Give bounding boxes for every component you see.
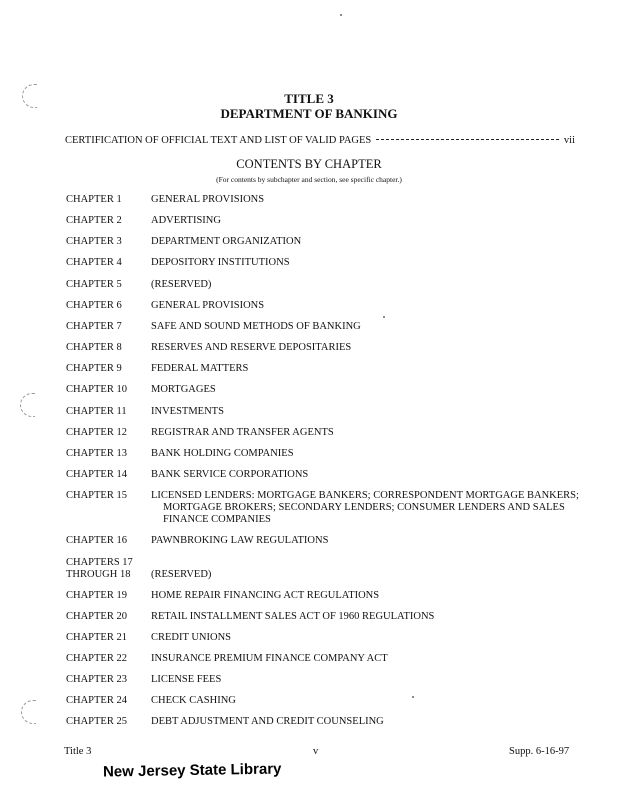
chapter-number	[66, 632, 150, 644]
chapter-number-line: CHAPTER 16	[66, 535, 127, 546]
chapter-title	[151, 363, 591, 375]
chapter-title	[151, 716, 591, 728]
chapter-title-line: HOME REPAIR FINANCING ACT REGULATIONS	[151, 590, 380, 601]
chapter-number-line: CHAPTER 10	[66, 384, 127, 395]
certification-label: CERTIFICATION OF OFFICIAL TEXT AND LIST OF VALID PAGES	[65, 135, 372, 146]
chapter-title	[151, 384, 591, 396]
title-name: DEPARTMENT OF BANKING	[220, 106, 398, 121]
chapter-title	[151, 535, 591, 547]
chapter-number-line: CHAPTER 2	[66, 215, 122, 226]
chapter-number	[66, 194, 150, 206]
certification-entry	[65, 135, 575, 146]
chapter-title-line: LICENSED LENDERS: MORTGAGE BANKERS; CORRESPONDENT MORTGAGE BANKERS;	[151, 490, 579, 501]
chapter-number	[66, 406, 150, 418]
scan-speck	[340, 14, 342, 16]
library-stamp: New Jersey State Library	[102, 760, 282, 781]
chapter-title-line: (RESERVED)	[151, 279, 212, 290]
chapter-title	[151, 215, 591, 227]
chapter-title-line: INSURANCE PREMIUM FINANCE COMPANY ACT	[151, 653, 388, 664]
punch-hole-mark	[20, 393, 35, 417]
chapter-number-line: CHAPTER 4	[66, 257, 122, 268]
chapter-title	[151, 695, 591, 707]
chapter-number-line: CHAPTER 11	[66, 406, 127, 417]
chapter-number-line: CHAPTER 13	[66, 448, 127, 459]
chapter-title-line: RETAIL INSTALLMENT SALES ACT OF 1960 REGULATIONS	[151, 611, 435, 622]
chapter-title	[151, 632, 591, 644]
chapter-title-line: BANK HOLDING COMPANIES	[151, 448, 294, 459]
contents-heading: CONTENTS BY CHAPTER	[236, 157, 382, 171]
chapter-number-line: CHAPTER 5	[66, 279, 122, 290]
chapter-number	[66, 363, 150, 375]
chapter-title-line: LICENSE FEES	[151, 674, 222, 685]
chapter-number	[66, 448, 150, 460]
chapter-title	[151, 279, 591, 291]
chapter-number-line: CHAPTER 15	[66, 490, 127, 501]
chapter-title	[151, 427, 591, 439]
chapter-number	[66, 653, 150, 665]
dot-leader	[376, 139, 559, 140]
chapter-title-line: INVESTMENTS	[151, 406, 224, 417]
chapter-number	[66, 342, 150, 354]
chapter-title-line: GENERAL PROVISIONS	[151, 194, 265, 205]
punch-hole-mark	[21, 700, 36, 724]
chapter-number	[66, 590, 150, 602]
chapter-title-line: RESERVES AND RESERVE DEPOSITARIES	[151, 342, 352, 353]
chapter-number-line: CHAPTER 19	[66, 590, 127, 601]
chapter-number-line: CHAPTER 6	[66, 300, 122, 311]
chapter-title	[151, 257, 591, 269]
chapter-title-line: ADVERTISING	[151, 215, 221, 226]
chapter-title-line: DEPOSITORY INSTITUTIONS	[151, 257, 290, 268]
chapter-number-line: CHAPTER 22	[66, 653, 127, 664]
chapter-number	[66, 716, 150, 728]
chapter-title	[151, 342, 591, 354]
chapter-number	[66, 611, 150, 623]
chapter-number-line: CHAPTER 24	[66, 695, 127, 706]
chapter-title-line: CREDIT UNIONS	[151, 632, 232, 643]
chapter-number-line: CHAPTER 1	[66, 194, 122, 205]
chapter-title-line: FEDERAL MATTERS	[151, 363, 249, 374]
chapter-title	[151, 321, 591, 333]
chapter-title	[151, 194, 591, 206]
scan-speck	[383, 316, 385, 318]
footer-title: Title 3	[64, 746, 92, 757]
chapter-number	[66, 469, 150, 481]
chapter-number-line: CHAPTER 3	[66, 236, 122, 247]
chapter-number-line: CHAPTER 8	[66, 342, 122, 353]
chapter-title-line: FINANCE COMPANIES	[163, 514, 271, 525]
chapter-title-line: (RESERVED)	[151, 569, 212, 580]
chapter-title-line: SAFE AND SOUND METHODS OF BANKING	[151, 321, 361, 332]
chapter-number-line: THROUGH 18	[66, 569, 131, 580]
chapter-number-line: CHAPTER 9	[66, 363, 122, 374]
chapter-title	[151, 406, 591, 418]
chapter-number	[66, 300, 150, 312]
chapter-title-line: DEBT ADJUSTMENT AND CREDIT COUNSELING	[151, 716, 384, 727]
chapter-number	[66, 257, 150, 269]
title-number: TITLE 3	[284, 91, 334, 106]
chapter-title	[151, 590, 591, 602]
chapter-number-line: CHAPTER 14	[66, 469, 127, 480]
chapter-number	[66, 279, 150, 291]
chapter-title	[151, 490, 591, 526]
footer-page-number: v	[313, 746, 319, 757]
chapter-number	[66, 236, 150, 248]
chapter-number	[66, 384, 150, 396]
chapter-number-line: CHAPTERS 17	[66, 557, 133, 568]
chapter-number	[66, 427, 150, 439]
chapter-number	[66, 695, 150, 707]
chapter-number	[66, 490, 150, 502]
contents-note: (For contents by subchapter and section, see specific chapter.)	[216, 175, 402, 184]
chapter-number-line: CHAPTER 21	[66, 632, 127, 643]
chapter-number-line: CHAPTER 20	[66, 611, 127, 622]
chapter-title-line: BANK SERVICE CORPORATIONS	[151, 469, 309, 480]
chapter-title	[151, 569, 591, 581]
chapter-number-line: CHAPTER 7	[66, 321, 122, 332]
chapter-number-line: CHAPTER 25	[66, 716, 127, 727]
chapter-title	[151, 653, 591, 665]
chapter-title-line: REGISTRAR AND TRANSFER AGENTS	[151, 427, 334, 438]
chapter-title-line: MORTGAGES	[151, 384, 216, 395]
chapter-title	[151, 300, 591, 312]
chapter-number	[66, 674, 150, 686]
footer-supplement-date: Supp. 6-16-97	[509, 746, 570, 757]
chapter-title-line: MORTGAGE BROKERS; SECONDARY LENDERS; CONSUMER LENDERS AND SALES	[163, 502, 565, 513]
chapter-title-line: PAWNBROKING LAW REGULATIONS	[151, 535, 329, 546]
chapter-title	[151, 448, 591, 460]
chapter-number	[66, 321, 150, 333]
chapter-title	[151, 674, 591, 686]
chapter-number	[66, 535, 150, 547]
chapter-title-line: DEPARTMENT ORGANIZATION	[151, 236, 302, 247]
chapter-number-line: CHAPTER 12	[66, 427, 127, 438]
chapter-number	[66, 215, 150, 227]
chapter-title-line: CHECK CASHING	[151, 695, 236, 706]
chapter-title	[151, 236, 591, 248]
chapter-title	[151, 611, 591, 623]
chapter-title	[151, 469, 591, 481]
chapter-title-line: GENERAL PROVISIONS	[151, 300, 265, 311]
chapter-number	[66, 557, 150, 581]
certification-page: vii	[563, 135, 575, 146]
chapter-number-line: CHAPTER 23	[66, 674, 127, 685]
